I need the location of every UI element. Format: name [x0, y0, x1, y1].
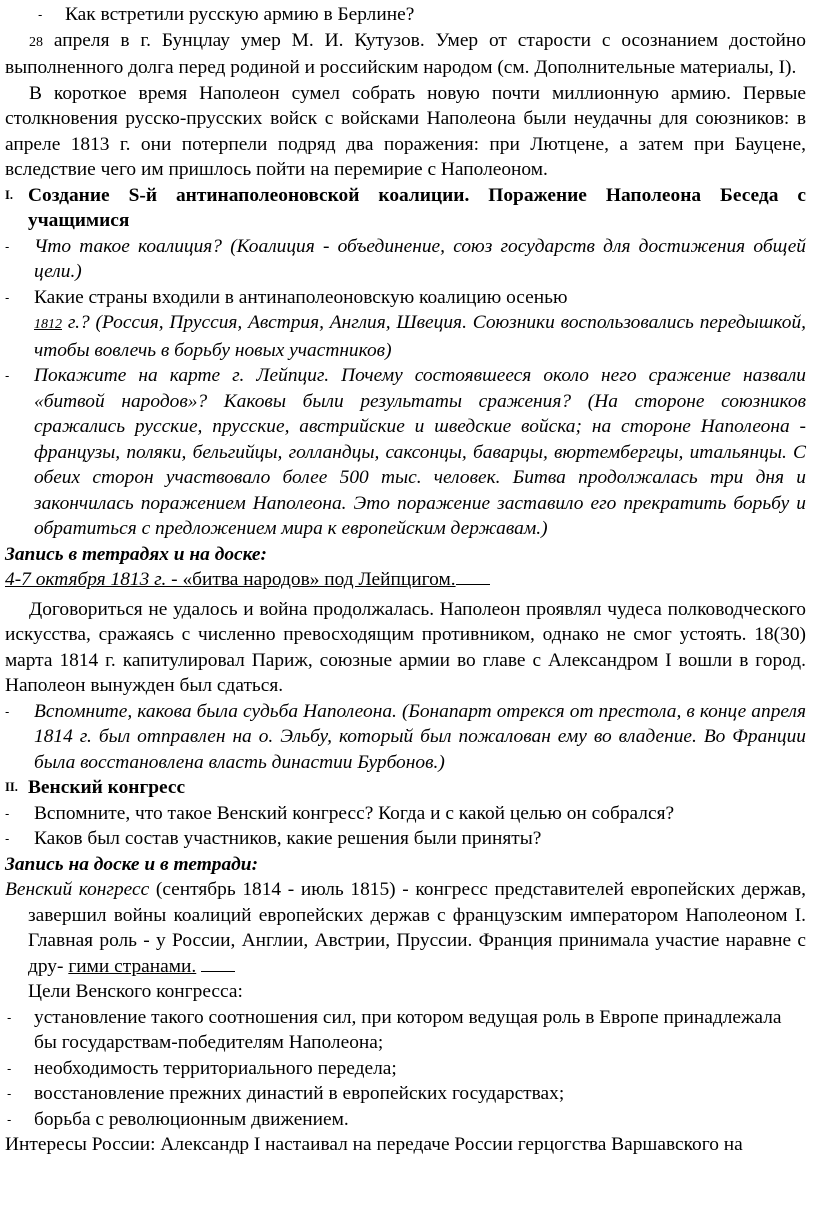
paragraph-text: апреля в г. Бунцлау умер М. И. Кутузов. Умер от старости с осознанием достойно выполненного долга перед родиной и российским народом (см. Дополнительные материалы, I). — [5, 29, 806, 78]
question-vienna-1 — [5, 801, 806, 827]
note-heading-2: Запись на доске и в тетради: — [5, 853, 259, 875]
list-dash: - — [5, 289, 10, 305]
definition-vienna — [5, 877, 806, 979]
question-text: Вспомните, что такое Венский конгресс? Когда и с какой целью он собрался? — [34, 802, 675, 824]
list-item — [5, 1081, 806, 1107]
question-vienna-2 — [5, 826, 806, 852]
list-dash: - — [7, 1009, 12, 1025]
paragraph-paris: Договориться не удалось и война продолжалась. Наполеон проявлял чудеса полководческого искусства, сражаясь с численно превосходящим противником, однако не смог устоять. 18(30) марта 1814 г. капитулировал Париж, союзные армии во главе с Александром I вошли в город. Наполеон вынужден был сдаться. — [5, 598, 806, 696]
question-text: Каков был состав участников, какие решения были приняты? — [34, 828, 542, 849]
question-text: Как встретили русскую армию в Берлине? — [65, 4, 415, 25]
list-dash: - — [7, 1111, 12, 1127]
list-dash: - — [5, 805, 10, 821]
question-text: Вспомните, какова была судьба Наполеона. (Бонапарт отрекся от престола, в конце апреля 1814 г. был отправлен на о. Эльбу, который был пожалован ему во владение. Во Франции была восстановлена власть династии Бурбонов.) — [34, 700, 806, 773]
list-item — [5, 1005, 806, 1056]
date-number: 28 — [29, 34, 43, 50]
paragraph-napoleon-army: В короткое время Наполеон сумел собрать новую почти миллионную армию. Первые столкновения русско-прусских войск с войсками Наполеона были неудачны для союзников: в апреле 1813 г. они потерпели подряд два поражения: при Лютцене, а затем при Бауцене, вследствие чего им пришлось пойти на перемирие с Наполеоном. — [5, 82, 806, 180]
list-dash: - — [5, 238, 10, 254]
section-title: Создание S-й антинаполеоновской коалиции. Поражение Наполеона Беседа с учащимися — [28, 184, 806, 231]
section-title: Венский конгресс — [28, 777, 186, 798]
section-heading-2 — [5, 775, 806, 801]
note-heading-1: Запись в тетрадях и на доске: — [5, 543, 267, 565]
list-dash: - — [7, 1086, 12, 1101]
question-text: Какие страны входили в антинаполеоновскую коалицию осенью — [34, 286, 568, 308]
section-number: II. — [5, 780, 18, 794]
paragraph-kutuzov — [5, 28, 806, 81]
question-countries — [5, 285, 806, 364]
list-dash: - — [38, 7, 43, 22]
goals-heading: Цели Венского конгресса: — [28, 981, 243, 1002]
goal-text: восстановление прежних династий в европейских государствах; — [34, 1083, 565, 1104]
list-dash: - — [5, 831, 10, 846]
question-fate — [5, 699, 806, 776]
question-text: Что такое коалиция? (Коалиция - объединение, союз государств для достижения общей цели.) — [34, 235, 806, 282]
question-leipzig — [5, 363, 806, 542]
list-dash: - — [5, 368, 10, 383]
goal-text: борьба с революционным движением. — [34, 1108, 349, 1130]
goal-text: необходимость территориального передела; — [34, 1057, 397, 1079]
goal-text: установление такого соотношения сил, при котором ведущая роль в Европе принадлежала бы государствам-победителям Наполеона; — [34, 1006, 782, 1053]
blank-line — [201, 957, 235, 972]
paragraph-russia: Интересы России: Александр I настаивал на передаче России герцогства Варшавского на — [5, 1134, 743, 1155]
term: Венский конгресс — [5, 879, 150, 900]
question-coalition — [5, 234, 806, 285]
definition-end: гими странами. — [68, 955, 197, 977]
note-date: 4-7 октября 1813 г. - — [5, 569, 183, 590]
year-number: 1812 — [34, 317, 62, 332]
question-berlin — [5, 2, 806, 28]
answer-text: г.? (Россия, Пруссия, Австрия, Англия, Швеция. Союзники воспользовались передышкой, чтобы вовлечь в борьбу новых участников) — [34, 312, 806, 361]
section-heading-1 — [5, 183, 806, 234]
note-text: «битва народов» под Лейпцигом. — [182, 569, 456, 590]
list-item — [5, 1107, 806, 1133]
list-dash: - — [7, 1060, 12, 1076]
list-dash: - — [5, 703, 10, 719]
question-text: Покажите на карте г. Лейпциг. Почему состоявшееся около него сражение назвали «битвой народов»? Каковы были результаты сражения? (На стороне союзников сражались русские, прусские, австрийские и шведские войска; на стороне Наполеона - французы, поляки, бельгийцы, голландцы, саксонцы, баварцы, вюртембергцы, итальянцы. С обеих сторон участвовало более 500 тыс. человек. Битва продолжалась три дня и закончилась поражением Наполеона. Это поражение заставило его прекратить борьбу и обратиться с предложением мира к европейским державам.) — [34, 365, 806, 539]
blank-line — [456, 570, 490, 585]
note-leipzig — [5, 567, 806, 593]
list-item — [5, 1056, 806, 1082]
definition-text: (сентябрь 1814 - июль 1815) - конгресс представителей европейских держав, завершил войны коалиций европейских держав с французским императором Наполеоном I. Главная роль - у России, Англии, Австрии, Пруссии. Франция принимала участие наравне с дру- — [28, 879, 806, 977]
section-number: I. — [5, 187, 13, 202]
